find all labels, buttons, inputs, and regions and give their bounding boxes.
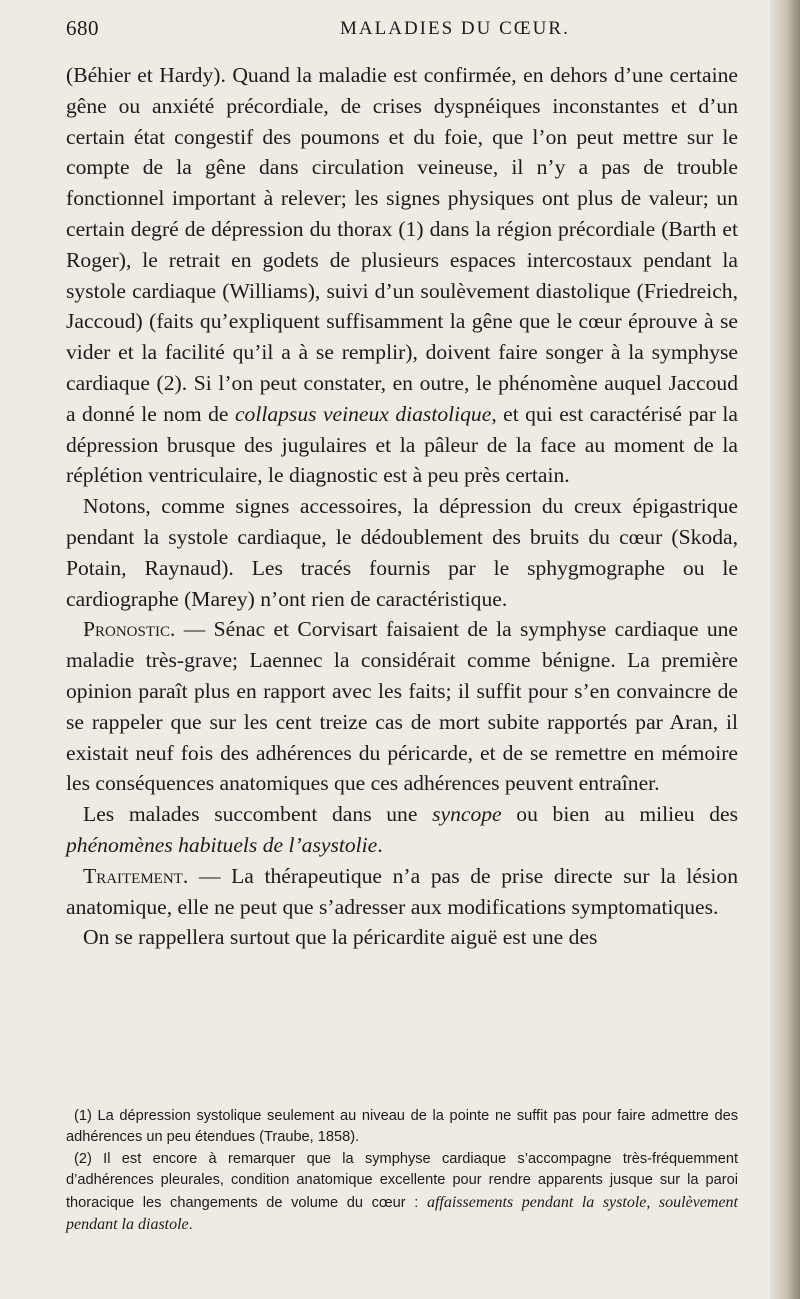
paragraph-4-text-b: ou bien au milieu des xyxy=(501,802,738,827)
footnote-2 xyxy=(66,1149,738,1237)
main-text xyxy=(66,60,738,953)
paragraph-4-emphasis-1: syncope xyxy=(432,802,502,827)
paragraph-3-text: — Sénac et Corvisart faisaient de la symphyse cardiaque une maladie très-grave; Laennec la considérait comme bénigne. La première opinion paraît plus en rapport avec les faits; il suffit pour s’en convaincre de se rappeler que sur les cent treize cas de mort subite rapportés par Aran, il existait neuf fois des adhérences du péricarde, et de se remettre en mémoire les conséquences anatomiques que ces adhérences peuvent entraîner. xyxy=(66,617,738,796)
paragraph-1-emphasis: collapsus veineux diastolique xyxy=(234,401,492,426)
paragraph-4-text-a: Les malades succombent dans une xyxy=(83,802,433,827)
footnote-2-emphasis: affaissements pendant la systole, soulèvement pendant la diastole xyxy=(66,1193,738,1234)
page-number: 680 xyxy=(66,16,99,40)
page-edge-shadow xyxy=(770,0,800,1299)
paragraph-4-emphasis-2: phénomènes habituels de l’asystolie xyxy=(66,832,378,857)
paragraph-6: On se rappellera surtout que la péricardite aiguë est une des xyxy=(83,925,598,950)
paragraph-1-text-b: , et qui est caractérisé par la dépression brusque des jugulaires et la pâleur de la face au moment de la réplétion ventriculaire, le diagnostic est à peu près certain. xyxy=(66,401,738,488)
paragraph-3 xyxy=(66,614,738,799)
footnote-1: (1) La dépression systolique seulement au niveau de la pointe ne suffit pas pour faire admettre des adhérences un peu étendues (Traube, 1858). xyxy=(66,1108,738,1146)
paragraph-1 xyxy=(66,60,738,491)
footnote-2-text: (2) Il est encore à remarquer que la symphyse cardiaque s’accompagne très-fréquemment d’adhérences pleurales, condition anatomique excellente pour rendre apparents jusque sur la paroi thoracique les changements de volume du cœur : xyxy=(66,1150,738,1211)
running-title: MALADIES DU CŒUR. xyxy=(340,18,570,39)
paragraph-4 xyxy=(66,799,738,861)
paragraph-5-text: — La thérapeutique n’a pas de prise directe sur la lésion anatomique, elle ne peut que s’adresser aux modifications symptomatiques. xyxy=(66,863,738,919)
section-label-pronostic: Pronostic. xyxy=(83,617,176,642)
section-label-traitement: Traitement. xyxy=(83,863,189,888)
paragraph-5 xyxy=(66,861,738,923)
paragraph-4-text-c: . xyxy=(377,832,383,857)
paragraph-1-text-a: (Béhier et Hardy). Quand la maladie est confirmée, en dehors d’une certaine gêne ou anxiété précordiale, de crises dyspnéiques inconstantes et d’un certain état congestif des poumons et du foie, que l’on peut mettre sur le compte de la gêne dans circulation veineuse, il n’y a pas de trouble fonctionnel important à relever; les signes physiques ont plus de valeur; un certain degré de dépression du thorax (1) dans la région précordiale (Barth et Roger), le retrait en godets de plusieurs espaces intercostaux pendant la systole cardiaque (Williams), suivi d’un soulèvement diastolique (Friedreich, Jaccoud) (faits qu’expliquent suffisamment la gêne que le cœur éprouve à se vider et la facilité qu’il a à se remplir), doivent faire songer à la symphyse cardiaque (2). Si l’on peut constater, en outre, le phénomène auquel Jaccoud a donné le nom de xyxy=(66,63,738,426)
paragraph-2: Notons, comme signes accessoires, la dépression du creux épigastrique pendant la systole cardiaque, le dédoublement des bruits du cœur (Skoda, Potain, Raynaud). Les tracés fournis par le sphygmographe ou le cardiographe (Marey) n’ont rien de caractéristique. xyxy=(66,494,738,611)
footnotes xyxy=(66,1106,738,1236)
footnote-2-end: . xyxy=(188,1217,193,1234)
